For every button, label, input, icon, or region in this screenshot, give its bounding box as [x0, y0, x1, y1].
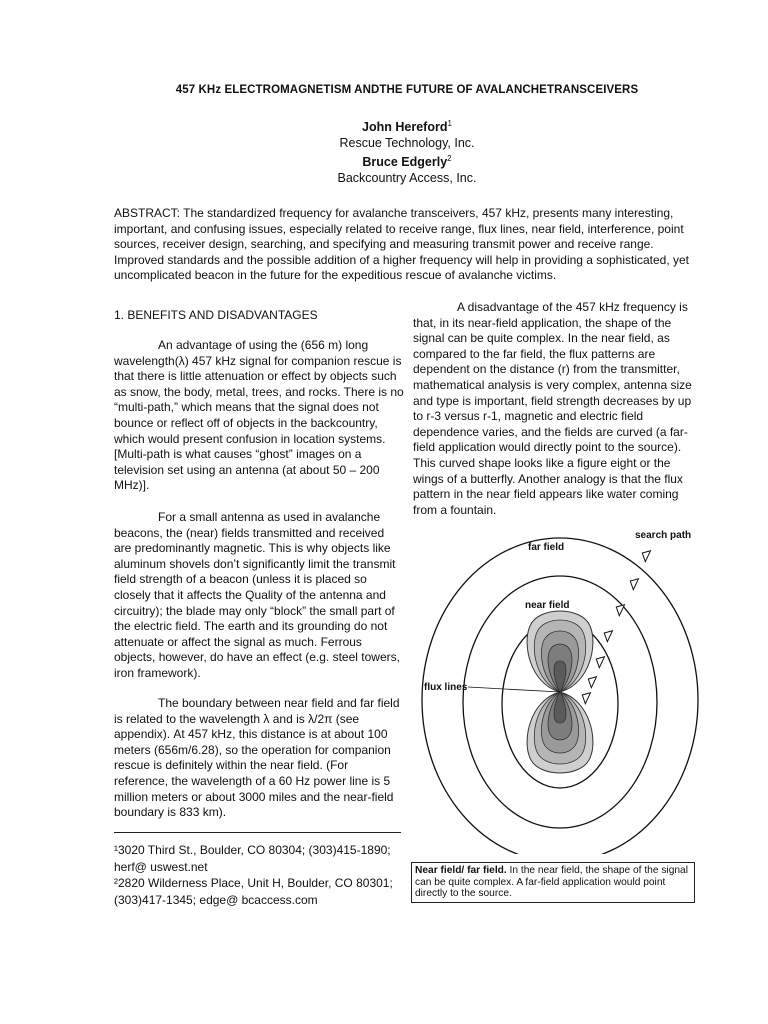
- author-name-2: Bruce Edgerly: [362, 155, 448, 170]
- flux-lines-pointer: [468, 687, 560, 692]
- body-paragraph: The boundary between near field and far field is related to the wavelength λ and is λ/2π (see appendix). At 457 kHz, this distance is at about 100 meters (656m/6.28), so the operation for companion rescue is definitely within the near field. (For reference, the wavelength of a 60 Hz power line is 5 million meters or about 3000 miles and the near-field boundary is 833 km).: [114, 696, 400, 820]
- author-block: [0, 116, 768, 186]
- figure-caption: [411, 862, 695, 903]
- author-sup-1: 1: [447, 119, 452, 128]
- author-name-1: John Hereford: [362, 120, 448, 135]
- body-paragraph: An advantage of using the (656 m) long wavelength(λ) 457 kHz signal for companion rescue is that there is little attenuation or effect by objects such as snow, the body, metal, trees, and rocks. There is no “multi-path,” which means that the signal does not bounce or reflect off of objects in the backcountry, which would present confusion in location systems. [Multi-path is what causes “ghost” images on a television set using an antenna (at about 50 – 200 MHz)].: [114, 338, 404, 493]
- left-paragraph-3: [114, 696, 404, 821]
- dipole-lobe-bottom: [527, 692, 593, 773]
- abstract: ABSTRACT: The standardized frequency for avalanche transceivers, 457 kHz, presents many interesting, important, and confusing issues, especially related to receive range, flux lines, near field, interference, point sources, receiver design, searching, and specifying and measuring transmit power and receive range. Improved standards and the possible addition of a higher frequency will help in providing a sophisticated, yet uncomplicated beacon in the future for the expeditious rescue of avalanche victims.: [114, 206, 690, 282]
- body-paragraph: For a small antenna as used in avalanche beacons, the (near) fields transmitted and received are predominantly magnetic. This is why objects like aluminum shovels don’t significantly limit the transmit field strength of a beacon (unless it is placed so closely that it affects the Quality of the antenna and circuitry); the blade may only “block” the small part of the electric field. The earth and its grounding do not attenuate or affect the signal as much. Ferrous objects, however, do have an effect (e.g. steel towers, iron framework).: [114, 510, 400, 680]
- footnote-1: ¹3020 Third St., Boulder, CO 80304; (303)415-1890; herf@ uswest.net: [114, 843, 391, 874]
- near-field-label: near field: [525, 600, 570, 611]
- flux-lines-label: flux lines: [424, 682, 468, 693]
- author-sup-2: 2: [447, 154, 452, 164]
- far-field-label: far field: [528, 542, 565, 553]
- footnote-divider: [114, 832, 401, 833]
- section-heading: 1. BENEFITS AND DISADVANTAGES: [114, 308, 318, 322]
- paper-title: 457 KHz ELECTROMAGNETISM ANDTHE FUTURE OF AVALANCHETRANSCEIVERS: [175, 84, 639, 96]
- left-paragraph-1: [114, 338, 404, 494]
- author-affiliation-1: Rescue Technology, Inc.: [339, 136, 475, 151]
- near-far-field-diagram: [410, 524, 710, 854]
- caption-title: Near field/ far field.: [415, 865, 507, 876]
- left-paragraph-2: [114, 510, 404, 682]
- body-paragraph: A disadvantage of the 457 kHz frequency is that, in its near-field application, the shape of the signal can be quite complex. In the near field, as compared to the far field, the flux patterns are dependent on the distance (r) from the transmitter, mathematical analysis is very complex, antenna size and type is important, field strength decreases by up to r-3 versus r-1, magnetic and electric field dependence varies, and the fields are curved (a far-field application would directly point to the source). This curved shape looks like a figure eight or the wings of a butterfly. Another analogy is that the flux pattern in the near field appears like water coming from a fountain.: [413, 300, 692, 517]
- footnotes: [114, 842, 404, 908]
- author-affiliation-2: Backcountry Access, Inc.: [337, 171, 477, 186]
- search-path-label: search path: [635, 530, 692, 541]
- footnote-2: ²2820 Wilderness Place, Unit H, Boulder, CO 80301; (303)417-1345; edge@ bcaccess.com: [114, 876, 393, 907]
- caption-text: In the near field, the shape of the signal can be quite complex. A far-field application would point directly to the source.: [415, 865, 688, 899]
- dipole-lobe-top: [527, 611, 593, 692]
- right-paragraph: [413, 300, 703, 518]
